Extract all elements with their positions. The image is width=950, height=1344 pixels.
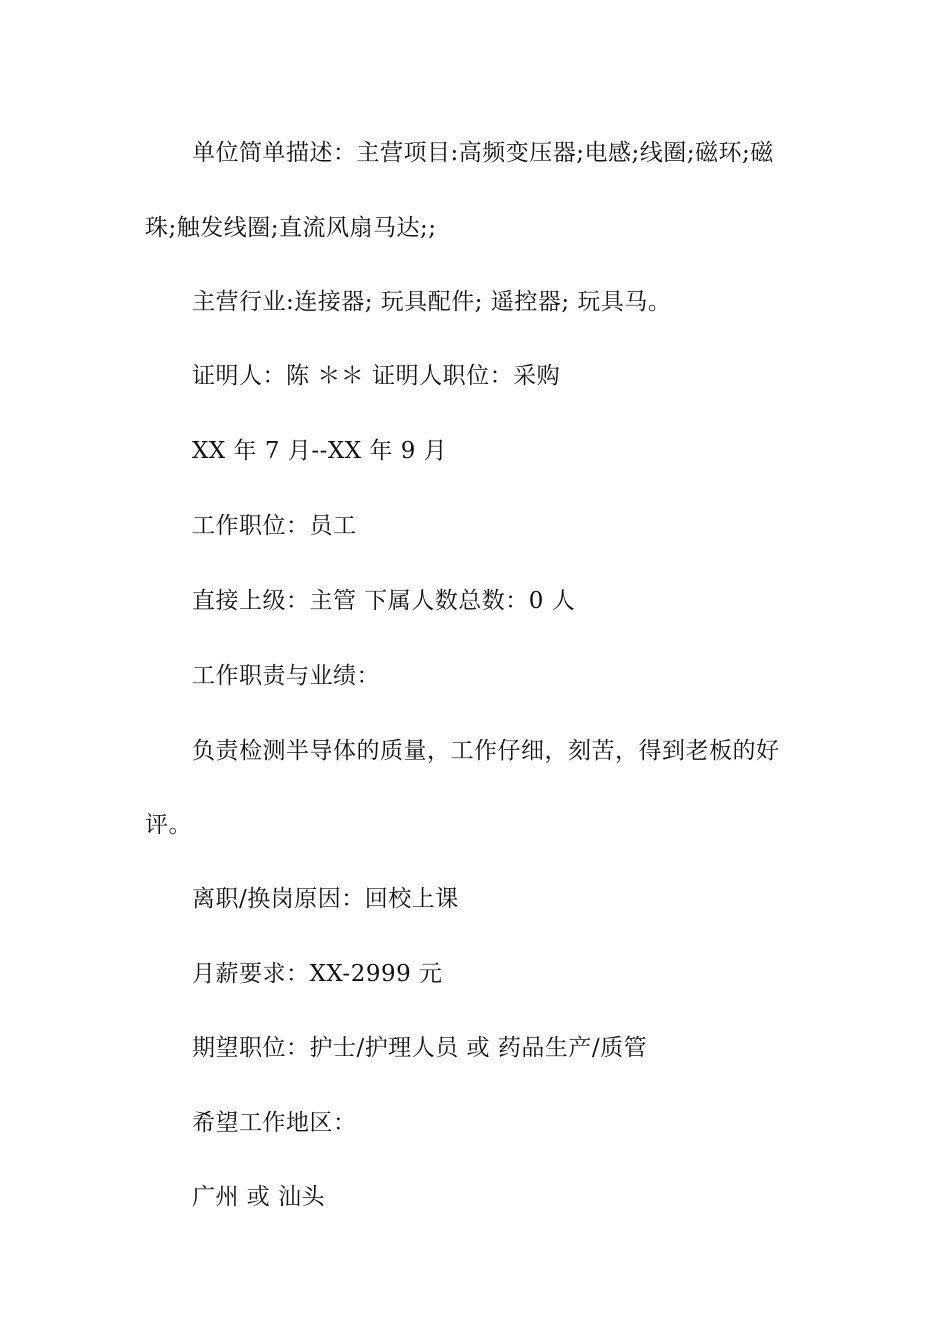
duties-text-continued: 评。 — [145, 812, 192, 838]
desired-location-line: 广州 或 汕头 — [192, 1184, 326, 1210]
salary-line: 月薪要求：XX-2999 元 — [192, 961, 443, 987]
duties-heading: 工作职责与业绩： — [192, 663, 380, 689]
employment-period-line: XX 年 7 月--XX 年 9 月 — [192, 438, 448, 464]
job-position-line: 工作职位：员工 — [192, 513, 357, 539]
duties-text-line: 负责检测半导体的质量，工作仔细，刻苦，得到老板的好 — [192, 738, 780, 764]
desired-position-line: 期望职位：护士/护理人员 或 药品生产/质管 — [192, 1035, 648, 1061]
company-description-continued: 珠;触发线圈;直流风扇马达;; — [145, 215, 437, 241]
supervisor-line: 直接上级：主管 下属人数总数：0 人 — [192, 588, 576, 614]
main-industry-line: 主营行业:连接器; 玩具配件; 遥控器; 玩具马。 — [192, 289, 672, 315]
leave-reason-line: 离职/换岗原因：回校上课 — [192, 886, 459, 912]
company-description-line: 单位简单描述：主营项目:高频变压器;电感;线圈;磁环;磁 — [192, 140, 774, 166]
desired-location-heading: 希望工作地区： — [192, 1110, 357, 1136]
reference-line: 证明人：陈 ＊＊ 证明人职位：采购 — [192, 363, 561, 389]
